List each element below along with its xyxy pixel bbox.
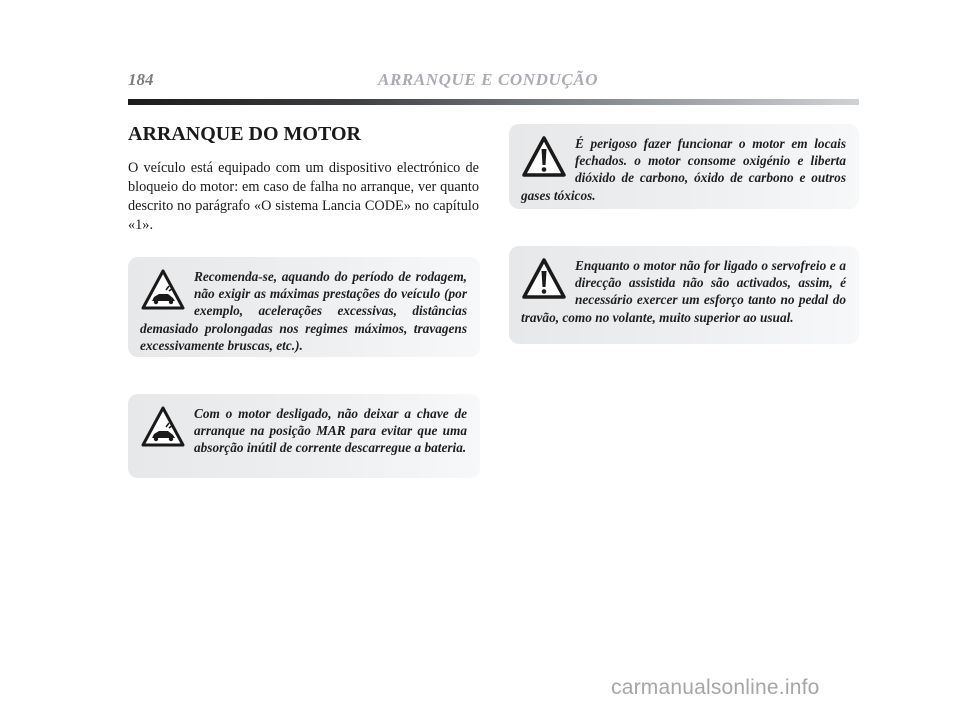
header-rule <box>128 99 859 105</box>
note-text: Com o motor desligado, não deixar a chave de arranque na posição MAR para evitar que uma absorção inútil de corrente descarregue a bateria. <box>194 406 467 456</box>
warning-icon <box>521 257 567 301</box>
caution-note-key-position <box>128 394 480 478</box>
car-caution-icon <box>140 268 186 312</box>
warning-icon <box>521 135 567 179</box>
note-text: Recomenda-se, aquando do período de rodagem, não exigir as máximas prestações do veículo (por exemplo, acelerações excessivas, distâncias demasiado prolongadas nos regimes máximos, travagens excessivamente bruscas, etc.). <box>140 269 467 353</box>
note-text: É perigoso fazer funcionar o motor em locais fechados. o motor consome oxigénio e liberta dióxido de carbono, óxido de carbono e outros gases tóxicos. <box>521 136 846 203</box>
warning-note-enclosed-spaces <box>509 124 859 209</box>
warning-note-servo-brake <box>509 246 859 344</box>
car-caution-icon <box>140 405 186 449</box>
page-number: 184 <box>128 70 154 89</box>
caution-note-running-in <box>128 257 480 357</box>
watermark: carmanualsonline.info <box>611 676 820 699</box>
section-body: O veículo está equipado com um dispositivo electrónico de bloqueio do motor: em caso de falha no arranque, ver quanto descrito no parágrafo «O sistema Lancia CODE» no capítulo «1». <box>128 160 479 233</box>
note-text: Enquanto o motor não for ligado o servofreio e a direcção assistida não são activados, assim, é necessário exercer um esforço tanto no pedal do travão, como no volante, muito superior ao usual. <box>521 258 846 325</box>
running-head: ARRANQUE E CONDUÇÃO <box>378 70 599 89</box>
section-title: ARRANQUE DO MOTOR <box>128 123 361 145</box>
